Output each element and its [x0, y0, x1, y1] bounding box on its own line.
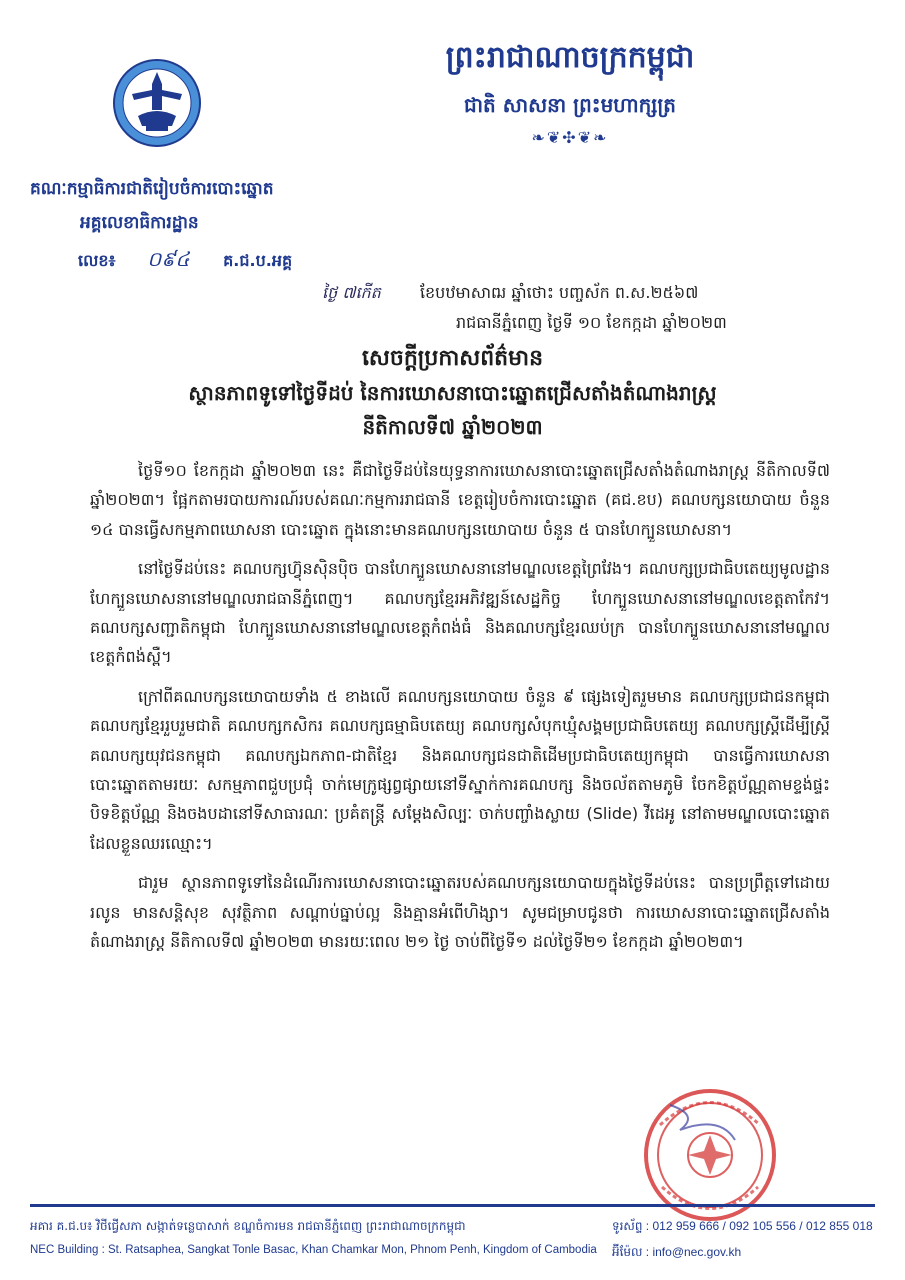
body-paragraph: ជារួម ស្ថានភាពទូទៅនៃដំណើរការឃោសនាបោះឆ្នោតរបស់គណបក្សនយោបាយក្នុងថ្ងៃទីដប់នេះ បានប្រព្រឹត្តទៅដោយរលូន មានសន្តិសុខ សុវត្ថិភាព សណ្តាប់ធ្នាប់ល្អ និងគ្មានអំពើហិង្សា។ សូមជម្រាបជូនថា ការឃោសនាបោះឆ្នោតជ្រើសតាំងតំណាងរាស្ត្រ នីតិកាលទី៧ ឆ្នាំ២០២៣ មានរយៈពេល ២១ ថ្ងៃ ចាប់ពីថ្ងៃទី១ ដល់ថ្ងៃទី២១ ខែកក្កដា ឆ្នាំ២០២៣។ — [90, 873, 830, 952]
footer-divider — [30, 1204, 875, 1207]
lunar-date-text: ខែបឋមាសាឍ ឆ្នាំថោះ បញ្ចស័ក ព.ស.២៥៦៧ — [419, 283, 699, 302]
lunar-date — [322, 282, 698, 306]
national-motto: ជាតិ សាសនា ព្រះមហាក្សត្រ — [464, 93, 676, 117]
solar-date: រាជធានីភ្នំពេញ ថ្ងៃទី ១០ ខែកក្កដា ឆ្នាំ២០២៣ — [456, 313, 727, 332]
document-title: សេចក្តីប្រកាសព័ត៌មាន — [361, 346, 544, 371]
footer-email: អ៊ីម៉ែល : info@nec.gov.kh — [612, 1245, 742, 1259]
footer-phone: ទូរស័ព្ទ : 012 959 666 / 092 105 556 / 012 855 018 — [612, 1219, 873, 1233]
number-label: លេខ៖ — [78, 251, 116, 270]
lunar-day-handwritten: ថ្ងៃ ៧កើត — [322, 283, 381, 302]
document-body — [90, 456, 830, 967]
secretariat-name: អគ្គលេខាធិការដ្ឋាន — [80, 213, 199, 233]
document-subtitle-term: នីតិកាលទី៧ ឆ្នាំ២០២៣ — [362, 415, 543, 439]
body-paragraph: នៅថ្ងៃទីដប់នេះ គណបក្សហ៊្វុនស៊ិនប៉ិច បានហែក្បួនឃោសនានៅមណ្ឌលខេត្តព្រៃវែង។ គណបក្សប្រជាធិបតេយ្យមូលដ្ឋាន ហែក្បួនឃោសនានៅមណ្ឌលរាជធានីភ្នំពេញ។ គណបក្សខ្មែរអភិវឌ្ឍន៍សេដ្ឋកិច្ច ហែក្បួនឃោសនានៅមណ្ឌលខេត្តតាកែវ។ គណបក្សសញ្ជាតិកម្ពុជា ហែក្បួនឃោសនានៅមណ្ឌលខេត្តកំពង់ធំ និងគណបក្សខ្មែរឈប់ក្រ បានហែក្បួនឃោសនានៅមណ្ឌលខេត្តកំពង់ស្ពឺ។ — [90, 559, 830, 667]
kingdom-title: ព្រះរាជាណាចក្រកម្ពុជា — [445, 40, 695, 75]
document-subtitle: ស្ថានភាពទូទៅថ្ងៃទីដប់ នៃការឃោសនាបោះឆ្នោតជ្រើសតាំងតំណាងរាស្ត្រ — [188, 381, 717, 405]
ornament-divider: ❧❦✣❦❧ — [531, 128, 609, 147]
committee-name: គណៈកម្មាធិការជាតិរៀបចំការបោះឆ្នោត — [30, 179, 274, 199]
number-value: ០៩៤ — [147, 247, 190, 271]
nec-seal-logo — [112, 58, 202, 148]
number-suffix: គ.ជ.ប.អគ្គ — [223, 251, 293, 270]
footer-address-english: NEC Building : St. Ratsaphea, Sangkat Tonle Basac, Khan Chamkar Mon, Phnom Penh, Kingdom of Cambodia — [30, 1244, 597, 1256]
document-number — [78, 246, 292, 276]
body-paragraph: ថ្ងៃទី១០ ខែកក្កដា ឆ្នាំ២០២៣ នេះ គឺជាថ្ងៃទីដប់នៃយុទ្ធនាការឃោសនាបោះឆ្នោតជ្រើសតាំងតំណាងរាស្ត្រ នីតិកាលទី៧ ឆ្នាំ២០២៣។ ផ្អែកតាមរបាយការណ៍របស់គណៈកម្មការរាជធានី ខេត្តរៀបចំការបោះឆ្នោត (គជ.ខប) គណបក្សនយោបាយ ចំនួន ១៤ បានធ្វើសកម្មភាពឃោសនា បោះឆ្នោត ក្នុងនោះមានគណបក្សនយោបាយ ចំនួន ៥ បានហែក្បួនឃោសនា។ — [90, 461, 830, 539]
footer-address-khmer: អគារ គ.ជ.ប៖ វិថីជ្វើសភា សង្កាត់ទន្លេបាសាក់ ខណ្ឌចំការមន រាជធានីភ្នំពេញ ព្រះរាជាណាចក្រកម្ពុជា — [30, 1219, 466, 1233]
body-paragraph: ក្រៅពីគណបក្សនយោបាយទាំង ៥ ខាងលើ គណបក្សនយោបាយ ចំនួន ៩ ផ្សេងទៀតរួមមាន គណបក្សប្រជាជនកម្ពុជា គណបក្សខ្មែររួបរួមជាតិ គណបក្សកសិករ គណបក្សធម្មាធិបតេយ្យ គណបក្សសំបុកឃ្មុំសង្គមប្រជាធិបតេយ្យ គណបក្សស្ត្រីដើម្បីស្ត្រី គណបក្សយុវជនកម្ពុជា គណបក្សឯកភាព-ជាតិខ្មែរ និងគណបក្សជនជាតិដើមប្រជាធិបតេយ្យកម្ពុជា បានធ្វើការឃោសនាបោះឆ្នោតតាមរយៈ សកម្មភាពជួបប្រជុំ ចាក់មេក្រូផ្សព្វផ្សាយនៅទីស្នាក់ការគណបក្ស និងចល័តតាមភូមិ ចែកខិត្តប័ណ្ណតាមខ្ទង់ផ្ទះ បិទខិត្តប័ណ្ណ និងចងបដានៅទីសាធារណៈ ប្រគំតន្ត្រី សម្តែងសិល្បៈ ចាក់បញ្ចាំងស្លាយ (Slide) វីដេអូ នៅតាមមណ្ឌលបោះឆ្នោតដែលខ្លួនឈរឈ្មោះ។ — [90, 686, 830, 853]
